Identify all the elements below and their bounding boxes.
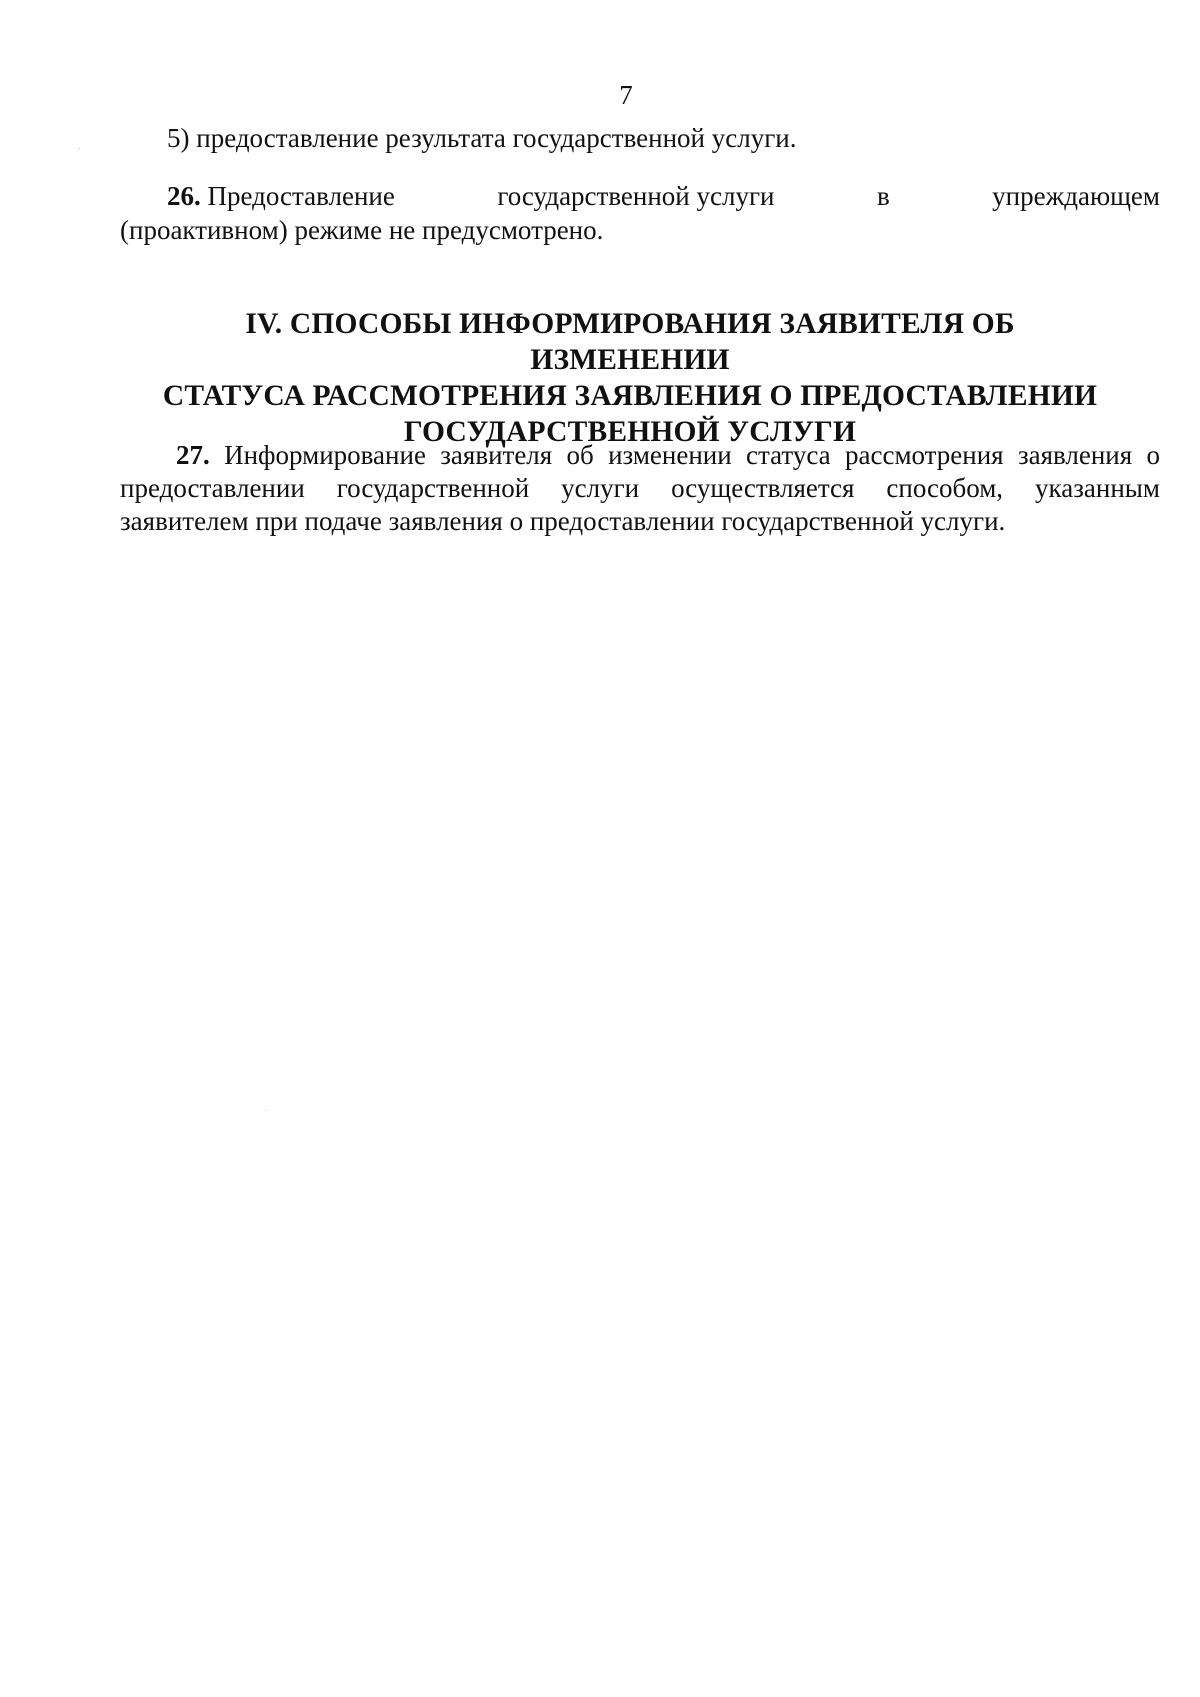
- paragraph-26-word-2: государственной услуги: [497, 181, 775, 211]
- list-item-5: 5) предоставление результата государственной услуги.: [167, 123, 797, 153]
- paragraph-26-word-3: в: [876, 181, 890, 211]
- section-4-heading-line-2: СТАТУСА РАССМОТРЕНИЯ ЗАЯВЛЕНИЯ О ПРЕДОСТАВЛЕНИИ: [162, 380, 1098, 412]
- section-4-heading-line-3: ГОСУДАРСТВЕННОЙ УСЛУГИ: [403, 416, 857, 448]
- page-number: 7: [619, 80, 633, 110]
- paragraph-27-number: 27.: [176, 440, 210, 470]
- paragraph-26-line-1: [120, 179, 1160, 213]
- scan-speck: [78, 148, 80, 149]
- section-4-heading-line-1: IV. СПОСОБЫ ИНФОРМИРОВАНИЯ ЗАЯВИТЕЛЯ ОБ ИЗМЕНЕНИИ: [245, 308, 1015, 376]
- section-4-heading: [150, 306, 1110, 450]
- paragraph-26-line-2: (проактивном) режиме не предусмотрено.: [120, 215, 604, 245]
- paragraph-27: [120, 439, 1160, 538]
- paragraph-26-number: 26.: [167, 181, 201, 211]
- paragraph-26: [120, 179, 1160, 247]
- paragraph-26-word-1: Предоставление: [207, 181, 395, 211]
- paragraph-26-lead: [167, 179, 395, 213]
- paragraph-26-word-4: упреждающем: [992, 181, 1160, 211]
- scan-speck: [265, 1110, 267, 1111]
- paragraph-27-text: Информирование заявителя об изменении статуса рассмотрения заявления о предоставлении государственной услуги осуществляется способом, указанным заявителем при подаче заявления о предоставлении государственной услуги.: [120, 440, 1161, 536]
